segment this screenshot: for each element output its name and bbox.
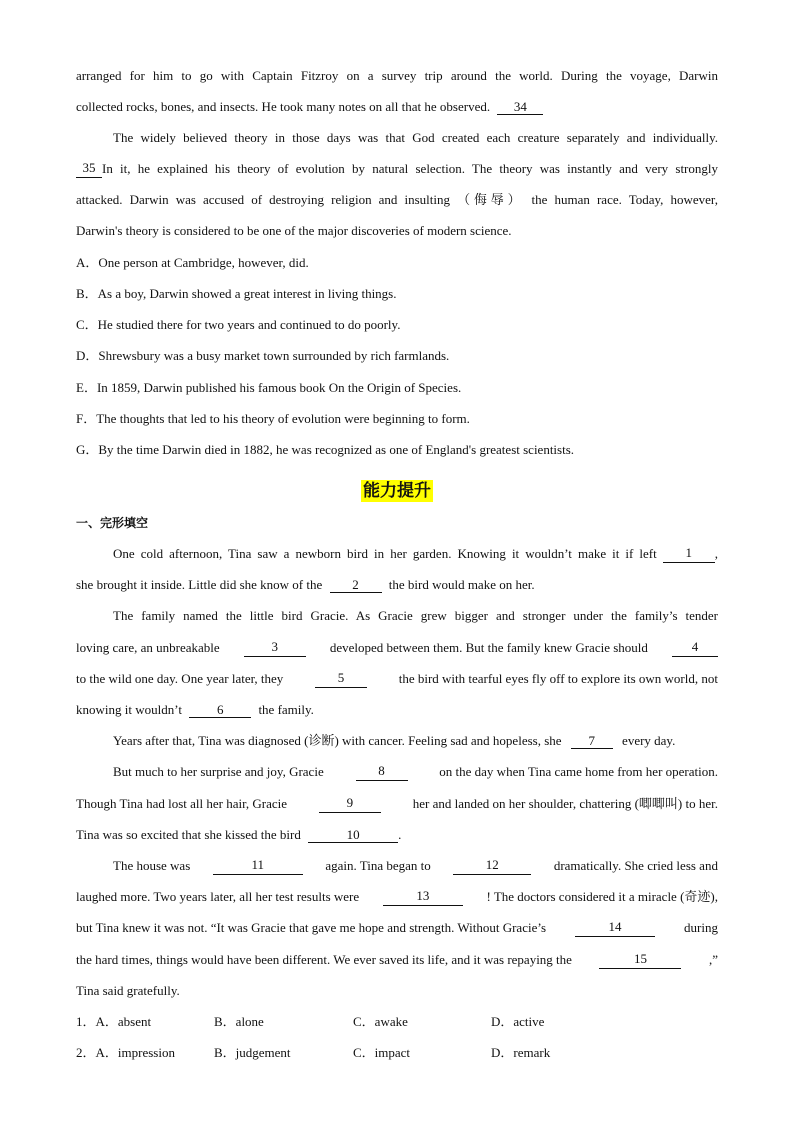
- passage-text: collected rocks, bones, and insects. He took many notes on all that he observed.: [76, 99, 491, 114]
- section-title-text: 能力提升: [363, 481, 431, 501]
- passage-line: [76, 98, 718, 116]
- blank-3[interactable]: 3: [244, 639, 306, 657]
- passage-line: arranged for him to go with Captain Fitzroy on a survey trip around the world. During the voyage, Darwin: [76, 68, 718, 83]
- cloze-text: on the day when Tina came home from her operation.: [439, 764, 718, 779]
- blank-2[interactable]: 2: [330, 577, 382, 593]
- cloze-line: Tina said gratefully.: [76, 983, 180, 998]
- option-a: A．One person at Cambridge, however, did.: [76, 255, 309, 270]
- cloze-line: The family named the little bird Gracie. As Gracie grew bigger and stronger under the family’s tender: [113, 608, 718, 623]
- cloze-text: ,”: [708, 952, 718, 967]
- cloze-text: dramatically. She cried less and: [553, 858, 718, 873]
- cloze-line: [76, 795, 718, 813]
- cloze-text: loving care, an unbreakable: [76, 640, 220, 655]
- option-f: F．The thoughts that led to his theory of evolution were beginning to form.: [76, 411, 470, 426]
- question-1-option-b: B．alone: [214, 1014, 264, 1029]
- blank-4[interactable]: 4: [672, 639, 718, 657]
- blank-5[interactable]: 5: [315, 670, 367, 688]
- passage-line: The widely believed theory in those days was that God created each creature separately and individually.: [113, 130, 718, 145]
- cloze-text: she brought it inside. Little did she know of the: [76, 577, 323, 592]
- question-1-option-c: C．awake: [353, 1014, 408, 1029]
- blank-1[interactable]: 1: [663, 545, 715, 563]
- option-b: B．As a boy, Darwin showed a great interest in living things.: [76, 286, 397, 301]
- passage-line: attacked. Darwin was accused of destroying religion and insulting （侮辱） the human race. Today, however,: [76, 192, 718, 207]
- question-2-option-c: C．impact: [353, 1045, 411, 1060]
- cloze-text: ,: [714, 546, 718, 561]
- blank-13[interactable]: 13: [383, 888, 463, 906]
- cloze-text: One cold afternoon, Tina saw a newborn bird in her garden. Knowing it wouldn’t make it if left: [113, 546, 657, 561]
- cloze-text: every day.: [622, 733, 676, 748]
- passage-text: In it, he explained his theory of evolution by natural selection. The theory was instantly and very strongly: [102, 161, 718, 176]
- blank-35[interactable]: 35: [76, 160, 102, 178]
- cloze-line: [76, 701, 718, 719]
- question-2-option-b: B．judgement: [214, 1045, 291, 1060]
- blank-11[interactable]: 11: [213, 857, 303, 875]
- section-heading: 一、完形填空: [76, 516, 149, 530]
- blank-6[interactable]: 6: [189, 702, 251, 718]
- passage-line: Darwin's theory is considered to be one of the major discoveries of modern science.: [76, 223, 512, 238]
- cloze-text: Tina was so excited that she kissed the bird: [76, 827, 301, 842]
- cloze-text: developed between them. But the family knew Gracie should: [329, 640, 648, 655]
- cloze-text: but Tina knew it was not. “It was Gracie that gave me hope and strength. Without Gracie’s: [76, 920, 547, 935]
- cloze-text: knowing it wouldn’t: [76, 702, 182, 717]
- cloze-text: Years after that, Tina was diagnosed (诊断) with cancer. Feeling sad and hopeless, she: [113, 733, 562, 748]
- cloze-text: to the wild one day. One year later, they: [76, 671, 284, 686]
- cloze-text: But much to her surprise and joy, Gracie: [113, 764, 324, 779]
- cloze-line: [113, 545, 718, 563]
- cloze-line: [76, 951, 718, 969]
- cloze-text: ! The doctors considered it a miracle (奇迹),: [486, 889, 718, 904]
- cloze-text: again. Tina began to: [325, 858, 431, 873]
- blank-34[interactable]: 34: [497, 99, 543, 115]
- cloze-line: [76, 826, 718, 844]
- cloze-text: the family.: [258, 702, 314, 717]
- option-e: E．In 1859, Darwin published his famous book On the Origin of Species.: [76, 380, 462, 395]
- blank-9[interactable]: 9: [319, 795, 381, 813]
- blank-8[interactable]: 8: [356, 763, 408, 781]
- cloze-text: her and landed on her shoulder, chattering (唧唧叫) to her.: [412, 796, 718, 811]
- cloze-line: [76, 639, 718, 657]
- section-title: [0, 476, 794, 501]
- cloze-line: [76, 888, 718, 906]
- question-2-option-a: 2．A．impression: [76, 1045, 175, 1060]
- blank-10[interactable]: 10: [308, 827, 398, 843]
- blank-14[interactable]: 14: [575, 919, 655, 937]
- cloze-line: [76, 670, 718, 688]
- blank-7[interactable]: 7: [571, 733, 613, 749]
- passage-line: [76, 160, 718, 178]
- cloze-text: the hard times, things would have been different. We ever saved its life, and it was repaying the: [76, 952, 572, 967]
- cloze-line: [113, 763, 718, 781]
- question-1-option-d: D．active: [491, 1014, 545, 1029]
- option-g: G．By the time Darwin died in 1882, he was recognized as one of England's greatest scientists.: [76, 442, 575, 457]
- question-2-option-d: D．remark: [491, 1045, 551, 1060]
- cloze-text: the bird would make on her.: [388, 577, 535, 592]
- cloze-text: during: [684, 920, 718, 935]
- cloze-line: [113, 857, 718, 875]
- cloze-line: [113, 732, 718, 750]
- cloze-text: the bird with tearful eyes fly off to explore its own world, not: [398, 671, 718, 686]
- question-1-option-a: 1．A．absent: [76, 1014, 152, 1029]
- blank-15[interactable]: 15: [599, 951, 681, 969]
- cloze-line: [76, 919, 718, 937]
- option-c: C．He studied there for two years and continued to do poorly.: [76, 317, 401, 332]
- blank-12[interactable]: 12: [453, 857, 531, 875]
- cloze-text: Though Tina had lost all her hair, Gracie: [76, 796, 288, 811]
- cloze-text: laughed more. Two years later, all her test results were: [76, 889, 360, 904]
- cloze-line: [76, 576, 718, 594]
- cloze-text: The house was: [113, 858, 191, 873]
- option-d: D．Shrewsbury was a busy market town surrounded by rich farmlands.: [76, 348, 450, 363]
- cloze-text: .: [398, 827, 402, 842]
